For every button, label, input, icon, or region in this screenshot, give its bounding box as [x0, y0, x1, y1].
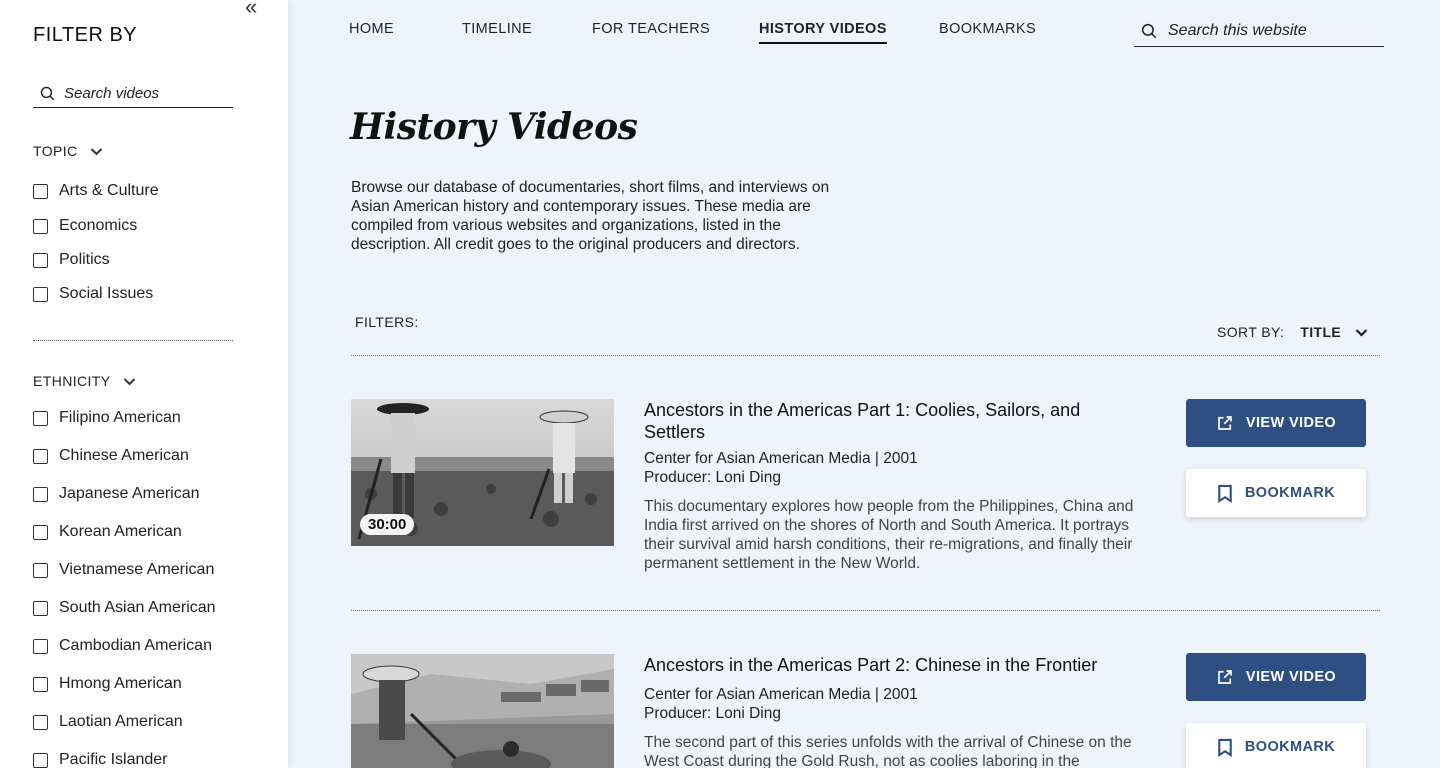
ethnicity-option-label: Korean American: [59, 523, 182, 540]
bookmark-icon: [1217, 738, 1233, 757]
nav-bookmarks[interactable]: BOOKMARKS: [939, 21, 1037, 37]
page-title: History Videos: [350, 106, 638, 148]
topic-option[interactable]: [33, 182, 159, 200]
video-card: [351, 654, 1381, 768]
view-video-label: VIEW VIDEO: [1245, 669, 1337, 685]
nav-timeline[interactable]: TIMELINE: [462, 21, 533, 37]
video-org-year: Center for Asian American Media | 2001: [644, 686, 918, 703]
checkbox[interactable]: [33, 677, 48, 692]
video-thumbnail[interactable]: [351, 654, 614, 768]
view-video-label: VIEW VIDEO: [1245, 415, 1337, 431]
site-search-box: [1134, 16, 1384, 47]
checkbox[interactable]: [33, 601, 48, 616]
filter-by-heading: FILTER BY: [33, 24, 138, 46]
checkbox[interactable]: [33, 287, 48, 302]
checkbox[interactable]: [33, 487, 48, 502]
video-title[interactable]: Ancestors in the Americas Part 2: Chinese in the Frontier: [644, 655, 1098, 675]
ethnicity-option[interactable]: [33, 523, 182, 541]
sort-dropdown[interactable]: [1217, 324, 1368, 340]
intro-text: Browse our database of documentaries, short films, and interviews on Asian American history and contemporary issues. These media are compiled from various websites and organizations, listed in the description. All credit goes to the original producers and directors.: [351, 179, 830, 253]
checkbox[interactable]: [33, 715, 48, 730]
collapse-sidebar-icon[interactable]: «: [245, 0, 258, 19]
ethnicity-option[interactable]: [33, 561, 214, 579]
bookmark-label: BOOKMARK: [1244, 739, 1336, 755]
filters-label: FILTERS:: [355, 314, 419, 330]
ethnicity-option[interactable]: [33, 675, 182, 693]
sort-value: TITLE: [1300, 324, 1342, 340]
chevron-down-icon: [123, 377, 136, 386]
topic-heading: TOPIC: [33, 143, 78, 159]
checkbox[interactable]: [33, 449, 48, 464]
chevron-down-icon: [90, 147, 103, 156]
video-producer: Producer: Loni Ding: [644, 705, 781, 722]
topic-section-toggle[interactable]: [33, 143, 103, 159]
sort-label: SORT BY:: [1217, 324, 1285, 340]
topic-option[interactable]: [33, 285, 153, 303]
bookmark-label: BOOKMARK: [1244, 485, 1336, 501]
filter-sidebar: [0, 0, 288, 768]
checkbox[interactable]: [33, 411, 48, 426]
view-video-button[interactable]: [1186, 399, 1366, 447]
external-link-icon: [1216, 414, 1234, 432]
ethnicity-option-label: Vietnamese American: [59, 561, 215, 578]
checkbox[interactable]: [33, 563, 48, 578]
search-icon: [39, 85, 56, 102]
checkbox[interactable]: [33, 184, 48, 199]
ethnicity-option[interactable]: [33, 713, 183, 731]
view-video-button[interactable]: [1186, 653, 1366, 701]
checkbox[interactable]: [33, 753, 48, 768]
section-divider: [33, 340, 233, 341]
nav-home[interactable]: HOME: [349, 21, 395, 37]
ethnicity-option-label: Japanese American: [59, 485, 200, 502]
video-title[interactable]: Ancestors in the Americas Part 1: Coolies, Sailors, and Settlers: [644, 400, 1081, 442]
ethnicity-option[interactable]: [33, 409, 181, 427]
ethnicity-option-label: Laotian American: [59, 713, 183, 730]
bookmark-button[interactable]: [1186, 469, 1366, 517]
checkbox[interactable]: [33, 639, 48, 654]
topic-option-label: Politics: [59, 251, 110, 268]
topic-option[interactable]: [33, 217, 137, 235]
video-thumbnail[interactable]: [351, 399, 614, 546]
video-search-input[interactable]: [64, 85, 224, 102]
nav-for-teachers[interactable]: FOR TEACHERS: [592, 21, 711, 37]
ethnicity-option-label: Hmong American: [59, 675, 182, 692]
ethnicity-option-label: Filipino American: [59, 409, 181, 426]
checkbox[interactable]: [33, 253, 48, 268]
list-divider: [351, 355, 1380, 356]
ethnicity-option[interactable]: [33, 447, 189, 465]
ethnicity-option-label: Cambodian American: [59, 637, 212, 654]
topic-option-label: Social Issues: [59, 285, 154, 302]
video-description: This documentary explores how people from the Philippines, China and India first arrived on the shores of North and South America. It portrays their survival amid harsh conditions, their re-migrations, and finally their permanent settlement in the New World.: [644, 498, 1134, 572]
ethnicity-heading: ETHNICITY: [33, 373, 111, 389]
ethnicity-option[interactable]: [33, 637, 212, 655]
checkbox[interactable]: [33, 525, 48, 540]
ethnicity-option-label: Chinese American: [59, 447, 189, 464]
site-search-input[interactable]: [1168, 22, 1368, 40]
list-divider: [351, 610, 1380, 611]
chevron-down-icon: [1355, 328, 1368, 337]
topic-option[interactable]: [33, 251, 110, 269]
topic-option-label: Arts & Culture: [59, 182, 159, 199]
bookmark-button[interactable]: [1186, 723, 1366, 768]
checkbox[interactable]: [33, 219, 48, 234]
video-producer: Producer: Loni Ding: [644, 469, 781, 486]
ethnicity-section-toggle[interactable]: [33, 373, 136, 389]
thumbnail-photo: [351, 654, 614, 768]
video-search-box: [33, 80, 233, 108]
ethnicity-option-label: South Asian American: [59, 599, 216, 616]
search-icon: [1140, 22, 1158, 40]
ethnicity-option[interactable]: [33, 485, 200, 503]
duration-badge: 30:00: [360, 514, 414, 535]
nav-history-videos[interactable]: HISTORY VIDEOS: [759, 21, 887, 44]
ethnicity-option[interactable]: [33, 599, 216, 617]
ethnicity-option[interactable]: [33, 751, 168, 768]
topic-option-label: Economics: [59, 217, 138, 234]
bookmark-icon: [1217, 484, 1233, 503]
ethnicity-option-label: Pacific Islander: [59, 751, 168, 768]
external-link-icon: [1216, 668, 1234, 686]
video-org-year: Center for Asian American Media | 2001: [644, 450, 918, 467]
video-description: The second part of this series unfolds with the arrival of Chinese on the West Coast during the Gold Rush, not as coolies laboring in the: [644, 734, 1132, 768]
video-card: [351, 399, 1381, 579]
